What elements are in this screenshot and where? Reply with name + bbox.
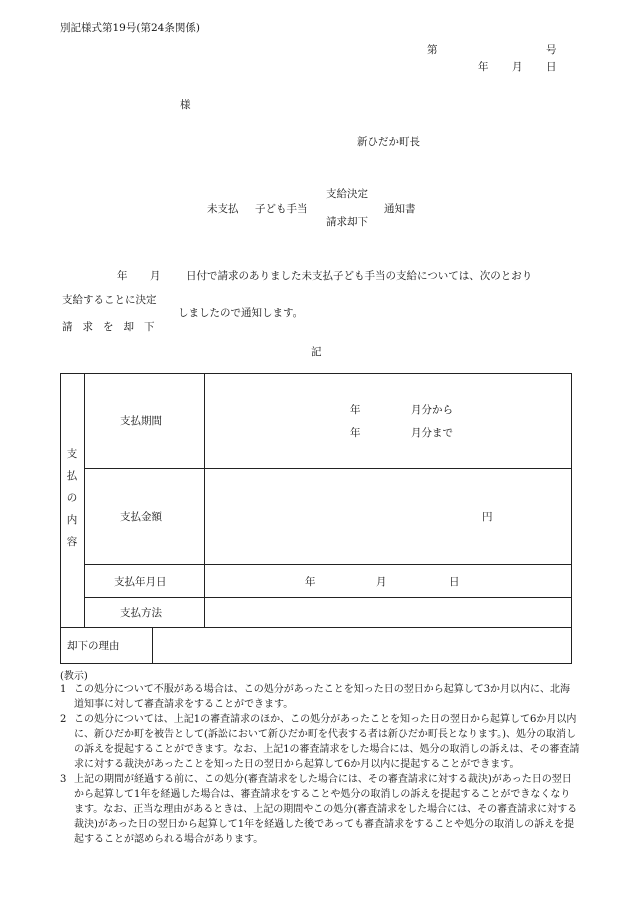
payment-date-label: 支払年月日 [114,576,167,588]
number-suffix: 号 [546,44,557,56]
period-from-year: 年 [350,404,361,416]
title-option-decision: 支給決定 [326,188,368,200]
payment-date-year: 年 [305,576,316,588]
date-day: 日 [546,61,557,73]
title-suffix: 通知書 [384,203,416,215]
period-from-month: 月分から [411,404,453,416]
ki-label: 記 [311,346,322,358]
payment-date-day: 日 [449,576,460,588]
period-to-year: 年 [350,427,361,439]
title-option-rejection: 請求却下 [326,216,368,228]
amount-unit: 円 [482,511,493,523]
instruction-item: 1 この処分について不服がある場合は、この処分があったことを知った日の翌日から起算して3か月以内に、北海道知事に対して審査請求をすることができます。 [60,684,571,710]
period-label: 支払期間 [120,415,162,427]
date-year: 年 [478,61,489,73]
body-option-rejection: 請求を却下 [62,321,165,333]
payment-date-month: 月 [376,576,387,588]
body-text-1: 日付で請求のありました未支払子ども手当の支給については、次のとおり [186,270,533,282]
instructions-list [60,682,580,847]
issuer-name: 新ひだか町長 [357,136,420,148]
title-part2: 子ども手当 [255,203,308,215]
rejection-label: 却下の理由 [67,640,120,652]
method-label: 支払方法 [120,607,162,619]
recipient-honorific: 様 [180,99,191,111]
body-option-decision: 支給することに決定 [62,294,157,306]
amount-label: 支払金額 [120,511,162,523]
form-title: 別記様式第19号(第24条関係) [60,22,200,34]
instructions-heading: (教示) [60,671,88,682]
body-date-year: 年 [117,270,128,282]
instruction-item: 2 この処分については、上記1の審査請求のほか、この処分があったことを知った日の翌日から起算して6か月以内に、新ひだか町を被告として(訴訟において新ひだか町を代表する者は新ひだか町長となります。)、処分の取消しの訴えを提起することができます。なお、上記1の審査請求をした場合には、処分の取消しの訴えは、その審査請求に対する裁決があったことを知った日の翌日から起算して6か月以内に提起することができます。 [60,714,580,770]
body-text-2: しましたので通知します。 [178,307,304,319]
number-prefix: 第 [427,44,438,56]
body-date-month: 月 [150,270,161,282]
title-part1: 未支払 [207,203,239,215]
period-to-month: 月分まで [411,427,453,439]
instruction-item: 3 上記の期間が経過する前に、この処分(審査請求をした場合には、その審査請求に対する裁決)があった日の翌日から起算して1年を経過した場合は、審査請求をすることや処分の取消しの訴えを提起することができなくなります。なお、正当な理由があるときは、上記の期間やこの処分(審査請求をした場合には、その審査請求に対する裁決)があった日の翌日から起算して1年を経過した後であっても審査請求をすることや処分の取消しの訴えを提起することが認められる場合があります。 [60,774,578,845]
date-month: 月 [512,61,523,73]
